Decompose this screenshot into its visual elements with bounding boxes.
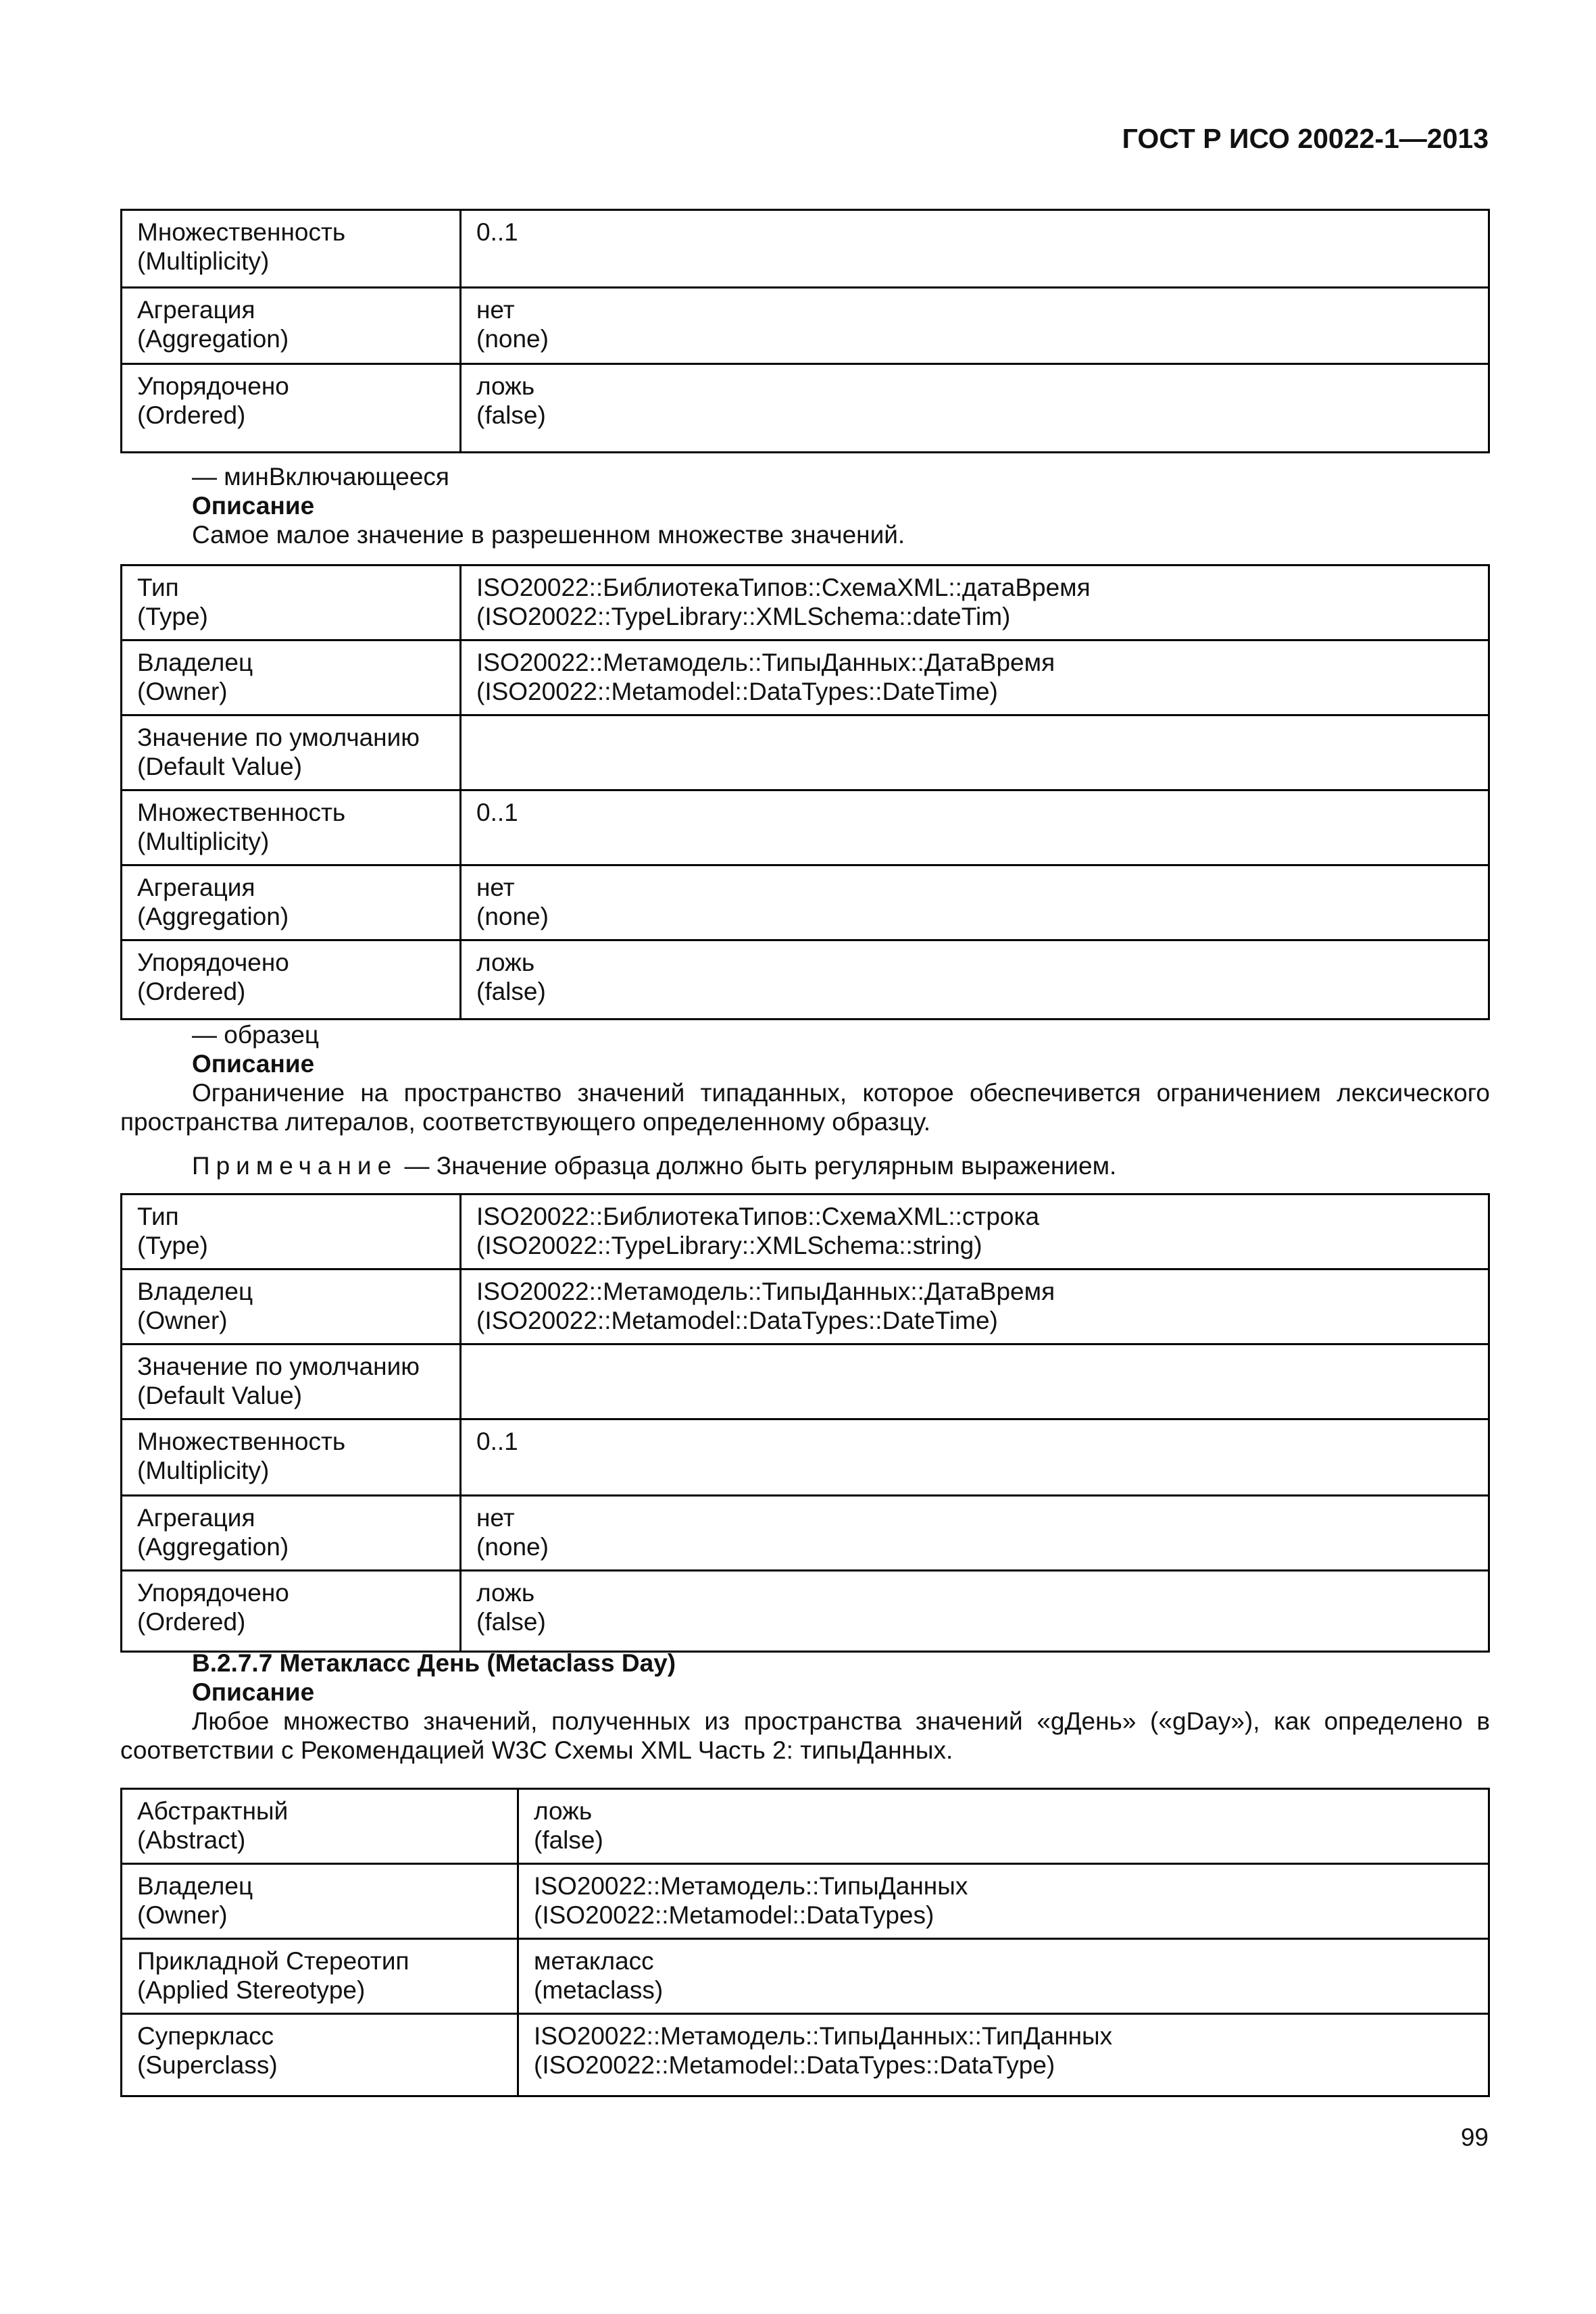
table-row [122, 1344, 1489, 1419]
table-row [122, 1789, 1489, 1864]
property-name-cell: Агрегация (Aggregation) [122, 865, 461, 940]
property-value-cell: ISO20022::БиблиотекаТипов::СхемаXML::датаВремя (ISO20022::TypeLibrary::XMLSchema::dateTim) [461, 565, 1489, 640]
table-row [122, 2014, 1489, 2096]
property-name-cell: Упорядочено (Ordered) [122, 1571, 461, 1652]
property-value-cell: 0..1 [461, 790, 1489, 865]
properties-table-2 [120, 564, 1490, 1020]
table-row [122, 1194, 1489, 1269]
property-name-cell: Прикладной Стереотип (Applied Stereotype) [122, 1939, 518, 2014]
table-row [122, 1864, 1489, 1939]
property-value-cell: ложь (false) [461, 364, 1489, 453]
table-row [122, 364, 1489, 453]
property-value-cell: нет (none) [461, 865, 1489, 940]
property-value-cell: ISO20022::Метамодель::ТипыДанных::ТипДанных (ISO20022::Metamodel::DataTypes::DataType) [518, 2014, 1489, 2096]
table-row [122, 1269, 1489, 1344]
property-name-cell: Владелец (Owner) [122, 1864, 518, 1939]
property-name-cell: Агрегация (Aggregation) [122, 1496, 461, 1571]
section-title: В.2.7.7 Метакласс День (Metaclass Day) [192, 1649, 676, 1677]
table-row [122, 1496, 1489, 1571]
property-value-cell: ложь (false) [461, 940, 1489, 1020]
table-row [122, 790, 1489, 865]
note [120, 1151, 1490, 1180]
page-number: 99 [1460, 2123, 1489, 2151]
property-name-cell: Тип (Type) [122, 1194, 461, 1269]
property-value-cell: ложь (false) [461, 1571, 1489, 1652]
table-row [122, 288, 1489, 364]
property-name-cell: Множественность (Multiplicity) [122, 790, 461, 865]
section-heading: Описание [192, 1050, 315, 1078]
property-name-cell: Множественность (Multiplicity) [122, 210, 461, 288]
document-header: ГОСТ Р ИСО 20022-1—2013 [1122, 123, 1489, 154]
table-row [122, 1939, 1489, 2014]
note-text: — Значение образца должно быть регулярным выражением. [397, 1152, 1117, 1180]
section-pattern [120, 1020, 1490, 1180]
property-name-cell: Владелец (Owner) [122, 640, 461, 715]
description-text: Любое множество значений, полученных из пространства значений «gДень» («gDay»), как определено в соответствии с Рекомендацией W3C Схемы XML Часть 2: типыДанных. [120, 1707, 1490, 1764]
property-value-cell: 0..1 [461, 210, 1489, 288]
property-name-cell: Тип (Type) [122, 565, 461, 640]
table-row [122, 1419, 1489, 1496]
property-value-cell: ISO20022::БиблиотекаТипов::СхемаXML::строка (ISO20022::TypeLibrary::XMLSchema::string) [461, 1194, 1489, 1269]
property-value-cell: ISO20022::Метамодель::ТипыДанных::ДатаВремя (ISO20022::Metamodel::DataTypes::DateTime) [461, 640, 1489, 715]
property-name-cell: Агрегация (Aggregation) [122, 288, 461, 364]
description-text: Самое малое значение в разрешенном множестве значений. [192, 521, 905, 549]
property-value-cell: ложь (false) [518, 1789, 1489, 1864]
table-row [122, 640, 1489, 715]
property-name-cell: Владелец (Owner) [122, 1269, 461, 1344]
section-metaclass-day [120, 1649, 1490, 1765]
property-value-cell: метакласс (metaclass) [518, 1939, 1489, 2014]
property-value-cell: 0..1 [461, 1419, 1489, 1496]
property-name-cell: Суперкласс (Superclass) [122, 2014, 518, 2096]
property-value-cell [461, 1344, 1489, 1419]
property-name-cell: Упорядочено (Ordered) [122, 364, 461, 453]
table-row [122, 715, 1489, 790]
table-row [122, 1571, 1489, 1652]
properties-table-1 [120, 209, 1490, 453]
property-name-cell: Упорядочено (Ordered) [122, 940, 461, 1020]
property-value-cell: ISO20022::Метамодель::ТипыДанных (ISO20022::Metamodel::DataTypes) [518, 1864, 1489, 1939]
property-name-cell: Множественность (Multiplicity) [122, 1419, 461, 1496]
property-name-cell: Значение по умолчанию (Default Value) [122, 1344, 461, 1419]
property-name-cell: Значение по умолчанию (Default Value) [122, 715, 461, 790]
properties-table-4 [120, 1788, 1490, 2097]
section-heading: Описание [192, 492, 315, 520]
table-row [122, 940, 1489, 1020]
section-heading: Описание [192, 1678, 315, 1706]
section-min-inclusive [120, 462, 1490, 549]
table-row [122, 565, 1489, 640]
property-value-cell: ISO20022::Метамодель::ТипыДанных::ДатаВремя (ISO20022::Metamodel::DataTypes::DateTime) [461, 1269, 1489, 1344]
properties-table-3 [120, 1193, 1490, 1653]
table-row [122, 210, 1489, 288]
property-value-cell: нет (none) [461, 288, 1489, 364]
property-name-cell: Абстрактный (Abstract) [122, 1789, 518, 1864]
property-value-cell: нет (none) [461, 1496, 1489, 1571]
note-label: Примечание [192, 1152, 398, 1180]
item-title: — минВключающееся [192, 463, 449, 491]
description-text: Ограничение на пространство значений типаданных, которое обеспечивется ограничением лексического пространства литералов, соответствующего определенному образцу. [120, 1079, 1490, 1136]
table-row [122, 865, 1489, 940]
item-title: — образец [192, 1021, 320, 1049]
property-value-cell [461, 715, 1489, 790]
